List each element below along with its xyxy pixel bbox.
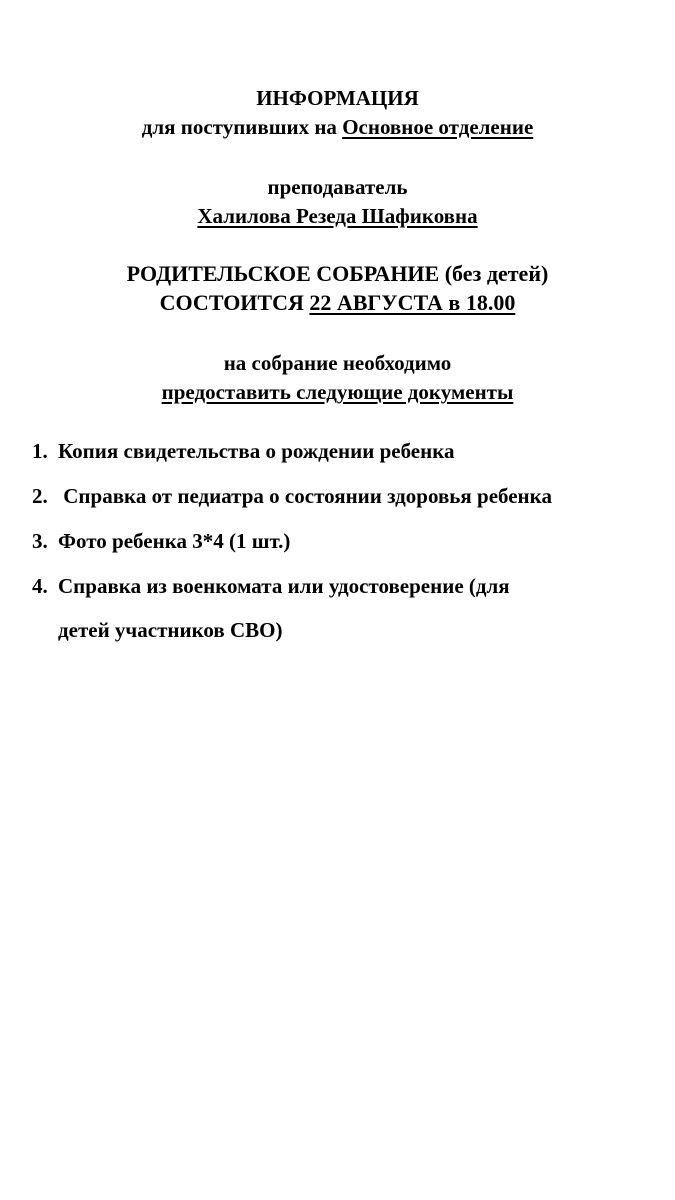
documents-intro-line: на собрание необходимо <box>223 351 452 375</box>
meeting-title: РОДИТЕЛЬСКОЕ СОБРАНИЕ (без детей) <box>126 261 549 286</box>
teacher-role: преподаватель <box>267 175 408 199</box>
list-item-text-continued: детей участников СВО) <box>58 618 283 642</box>
documents-intro-underlined: предоставить следующие документы <box>161 380 514 404</box>
meeting-date-line <box>0 288 675 317</box>
list-item-number: 1. <box>32 439 48 463</box>
list-item <box>0 526 675 556</box>
meeting-date: 22 АВГУСТА в 18.00 <box>309 290 516 315</box>
list-item-text: Справка от педиатра о состоянии здоровья ребенка <box>58 484 552 508</box>
header-block <box>0 84 675 142</box>
list-item-text: Копия свидетельства о рождении ребенка <box>58 439 455 463</box>
list-item <box>0 481 675 511</box>
subtitle <box>0 113 675 142</box>
page-title: ИНФОРМАЦИЯ <box>256 86 419 110</box>
subtitle-prefix: для поступивших на <box>141 115 337 139</box>
list-item-number: 4. <box>32 574 48 598</box>
list-item <box>0 571 675 645</box>
meeting-date-prefix: СОСТОИТСЯ <box>159 290 304 315</box>
list-item-text: Справка из военкомата или удостоверение (для <box>58 574 510 598</box>
teacher-name: Халилова Резеда Шафиковна <box>197 204 478 228</box>
list-item-number: 2. <box>32 484 48 508</box>
list-item-text: Фото ребенка 3*4 (1 шт.) <box>58 529 291 553</box>
documents-intro <box>0 349 675 407</box>
list-item-number: 3. <box>32 529 48 553</box>
list-item <box>0 436 675 466</box>
meeting-block <box>0 259 675 317</box>
requirements-list <box>0 436 675 660</box>
teacher-block <box>0 173 675 231</box>
department-name: Основное отделение <box>342 115 534 139</box>
